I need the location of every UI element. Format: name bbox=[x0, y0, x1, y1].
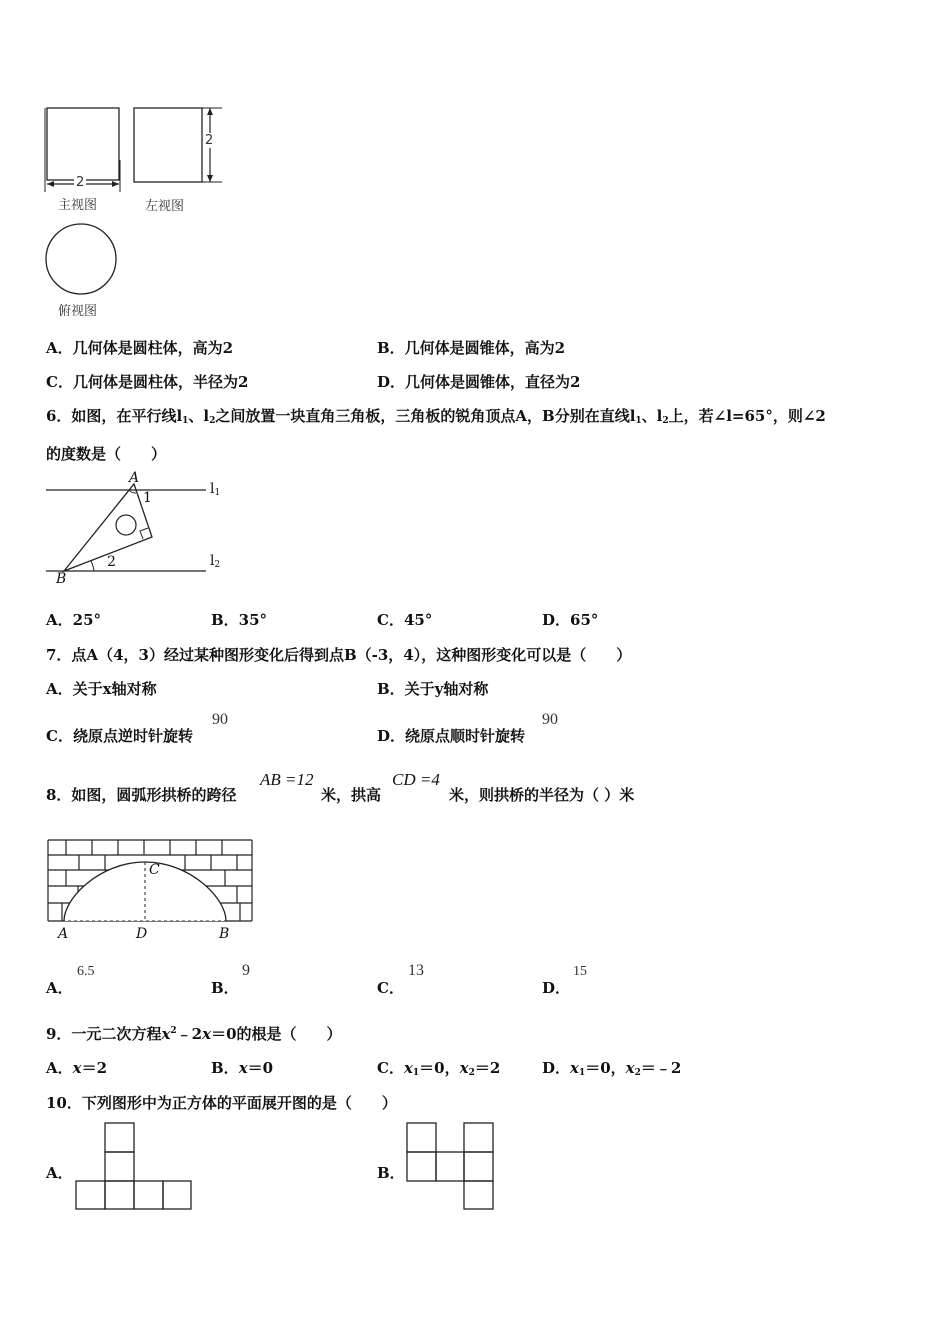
q7-option-a: A．关于x轴对称 bbox=[46, 680, 157, 698]
q8-stem-a: 8．如图，圆弧形拱桥的跨径 bbox=[46, 786, 237, 804]
q7-option-d-value: 90 bbox=[542, 711, 558, 728]
q7-option-c-value: 90 bbox=[212, 711, 228, 728]
q10-option-b-label: B． bbox=[377, 1164, 405, 1182]
q8-option-c-label: C． bbox=[377, 979, 404, 997]
q8-option-a-label: A． bbox=[46, 979, 73, 997]
q5-option-c: C．几何体是圆柱体，半径为2 bbox=[46, 373, 249, 391]
q6-option-c: C．45° bbox=[377, 611, 433, 629]
q8-point-a: A bbox=[58, 926, 69, 942]
q8-point-b: B bbox=[219, 926, 230, 942]
q8-option-d-label: D． bbox=[542, 979, 571, 997]
q8-option-a-value: 6.5 bbox=[77, 964, 95, 979]
q6-option-b: B．35° bbox=[211, 611, 268, 629]
top-view-label: 俯视图 bbox=[58, 304, 98, 319]
q6-option-d: D．65° bbox=[542, 611, 599, 629]
q8-stem-c: 米，则拱桥的半径为（ ）米 bbox=[449, 786, 635, 804]
q6-l1-label: $l_1$ bbox=[210, 481, 221, 498]
q8-point-d: D bbox=[136, 926, 148, 942]
q7-option-c: C．绕原点逆时针旋转 bbox=[46, 727, 193, 745]
q7-option-b: B．关于y轴对称 bbox=[377, 680, 489, 698]
q6-option-a: A．25° bbox=[46, 611, 102, 629]
q9-option-b: B．x＝0 bbox=[211, 1059, 274, 1077]
q8-option-b-value: 9 bbox=[242, 962, 250, 979]
q8-option-c-value: 13 bbox=[408, 962, 424, 979]
q5-option-a: A．几何体是圆柱体，高为2 bbox=[46, 339, 234, 357]
q6-stem-line2: 的度数是（ ） bbox=[46, 445, 167, 463]
left-dim-label: 2 bbox=[205, 133, 214, 148]
left-view-label: 左视图 bbox=[145, 199, 185, 214]
q5-option-b: B．几何体是圆锥体，高为2 bbox=[377, 339, 566, 357]
q8-option-d-value: 15 bbox=[573, 964, 587, 979]
front-dim-label: 2 bbox=[76, 175, 85, 190]
q6-stem: 6．如图，在平行线$l_1$、$l_2$之间放置一块直角三角板，三角板的锐角顶点A，B分别在直线$l_1$、$l_2$上，若∠l=65°，则∠2 bbox=[46, 407, 826, 426]
q8-option-b-label: B． bbox=[211, 979, 239, 997]
q6-point-a: A bbox=[129, 470, 140, 486]
q10-stem: 10．下列图形中为正方体的平面展开图的是（ ） bbox=[46, 1094, 397, 1112]
q9-stem: 9．一元二次方程$x^2﹣2x=0$的根是（ ） bbox=[46, 1025, 342, 1043]
q6-point-b: B bbox=[56, 571, 67, 587]
q8-point-c: C bbox=[149, 862, 160, 878]
q9-option-c: C．$x_1=0$，$x_2=2$ bbox=[377, 1059, 501, 1078]
q6-angle2-label: 2 bbox=[107, 554, 116, 570]
q6-l2-label: $l_2$ bbox=[210, 553, 221, 570]
q8-cd-expr: CD =4 bbox=[392, 770, 440, 789]
front-view-label: 主视图 bbox=[58, 198, 98, 213]
q7-option-d: D．绕原点顺时针旋转 bbox=[377, 727, 526, 745]
q9-option-a: A．x＝2 bbox=[46, 1059, 108, 1077]
q8-stem-b: 米，拱高 bbox=[321, 786, 382, 804]
q9-option-d: D．$x_1=0$，$x_2=﹣2$ bbox=[542, 1059, 682, 1078]
q5-option-d: D．几何体是圆锥体，直径为2 bbox=[377, 373, 581, 391]
q10-option-a-label: A． bbox=[46, 1164, 73, 1182]
q6-angle1-label: 1 bbox=[143, 490, 152, 506]
q8-ab-expr: AB =12 bbox=[260, 770, 314, 789]
q7-stem: 7．点A（4，3）经过某种图形变化后得到点B（-3，4），这种图形变化可以是（ ） bbox=[46, 646, 632, 664]
